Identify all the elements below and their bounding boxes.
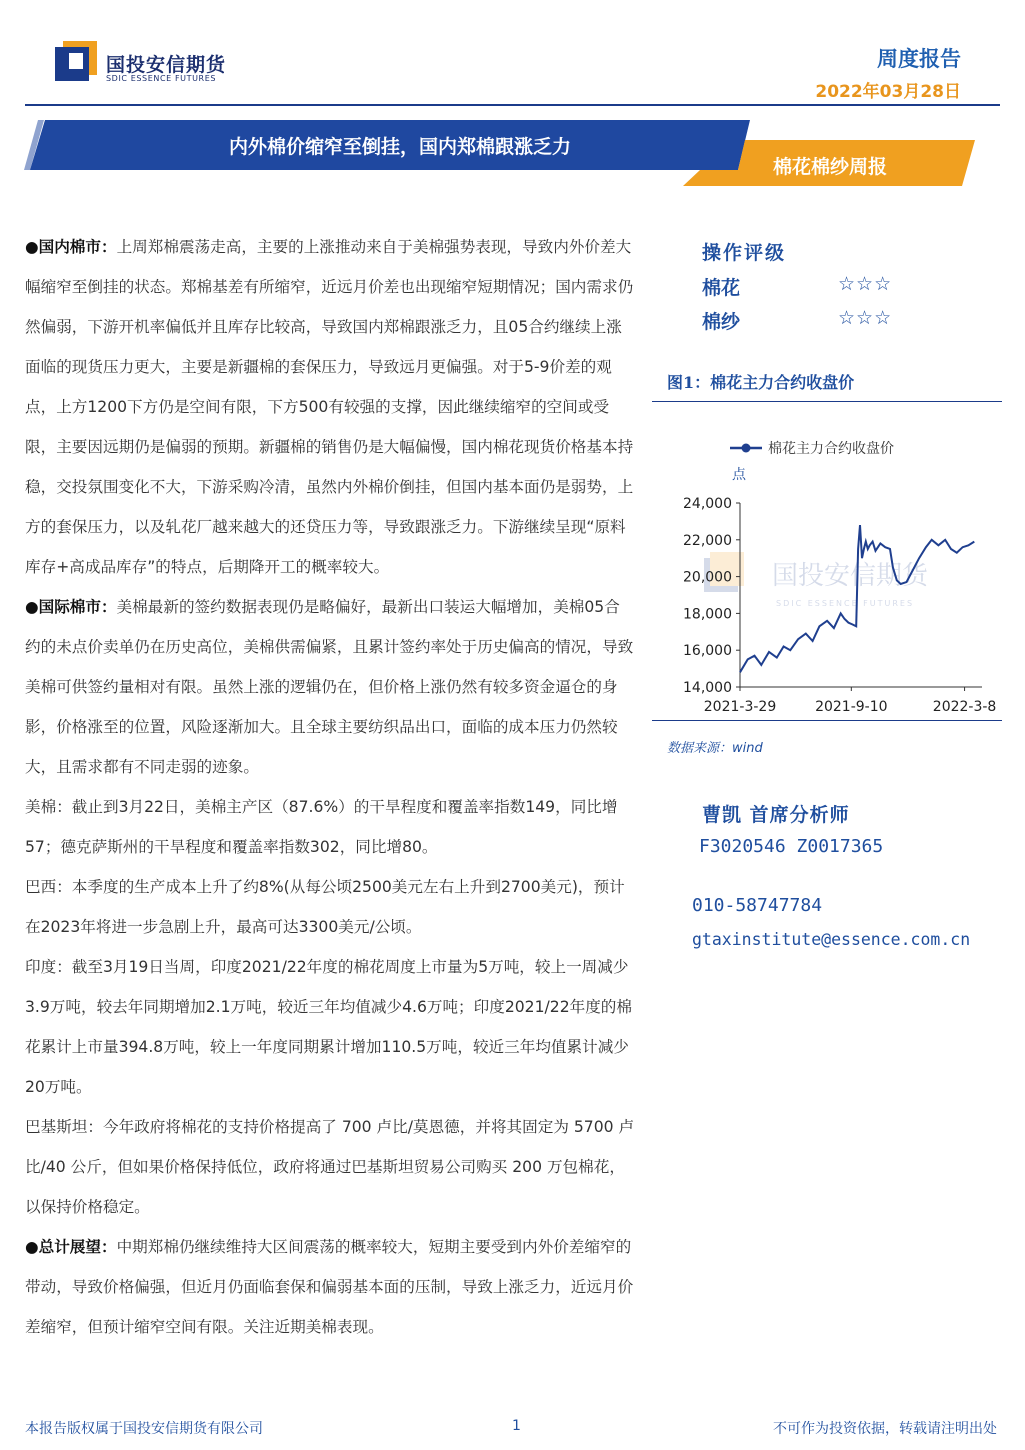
paragraph-pakistan: 巴基斯坦：今年政府将棉花的支持价格提高了 700 卢比/莫恩德，并将其固定为 5700 卢比/40 公斤，但如果价格保持低位，政府将通过巴基斯坦贸易公司购买 200 万包棉花，以保持价格稳定。 xyxy=(25,1118,635,1216)
paragraph-us: 美棉：截止到3月22日，美棉主产区（87.6%）的干旱程度和覆盖率指数149，同比增57；德克萨斯州的干旱程度和覆盖率指数302，同比增80。 xyxy=(25,798,618,856)
section-lead-international: ●国际棉市： xyxy=(25,598,117,616)
page-number: 1 xyxy=(512,1418,521,1434)
rating-stars-cotton: ☆☆☆ xyxy=(838,273,893,295)
rating-name-yarn: 棉纱 xyxy=(702,311,741,333)
report-body xyxy=(25,227,635,1347)
legend-label: 棉花主力合约收盘价 xyxy=(768,441,894,457)
header-divider xyxy=(25,104,1000,106)
x-tick-label: 2022-3-8 xyxy=(932,699,997,715)
report-date: 2022年03月28日 xyxy=(815,82,961,102)
paragraph-text: 中期郑棉仍继续维持大区间震荡的概率较大，短期主要受到内外价差缩窄的带动，导致价格偏强，但近月仍面临套保和偏弱基本面的压制，导致上涨乏力，近远月价差缩窄，但预计缩窄空间有限。关注近期美棉表现。 xyxy=(25,1238,634,1336)
footer-disclaimer: 不可作为投资依据，转载请注明出处 xyxy=(773,1421,997,1437)
rating-title: 操作评级 xyxy=(702,242,787,264)
y-tick-label: 18,000 xyxy=(683,606,732,623)
data-source: 数据来源：wind xyxy=(667,741,763,756)
section-lead-outlook: ●总计展望： xyxy=(25,1238,117,1256)
paragraph-brazil: 巴西：本季度的生产成本上升了约8%(从每公顷2500美元左右上升到2700美元)，预计在2023年将进一步急剧上升，最高可达3300美元/公顷。 xyxy=(25,878,625,936)
paragraph-india: 印度：截至3月19日当周，印度2021/22年度的棉花周度上市量为5万吨，较上一周减少3.9万吨，较去年同期增加2.1万吨，较近三年均值减少4.6万吨；印度2021/22年度的棉花累计上市量394.8万吨，较上一年度同期累计增加110.5万吨，较近三年均值累计减少20万吨。 xyxy=(25,958,632,1096)
y-unit-label: 点 xyxy=(732,467,746,483)
report-category: 棉花棉纱周报 xyxy=(772,156,887,178)
price-chart xyxy=(652,406,1008,718)
analyst-phone: 010-58747784 xyxy=(692,895,823,916)
rating-stars-yarn: ☆☆☆ xyxy=(838,307,893,329)
y-tick-label: 16,000 xyxy=(683,643,732,660)
figure-top-rule xyxy=(652,401,1002,402)
paragraph-text: 美棉最新的签约数据表现仍是略偏好，最新出口装运大幅增加，美棉05合约的未点价卖单仍在历史高位，美棉供需偏紧，且累计签约率处于历史偏高的情况，导致美棉可供签约量相对有限。虽然上涨的逻辑仍在，但价格上涨仍然有较多资金逼仓的身影，价格涨至的位置，风险逐渐加大。且全球主要纺织品出口，面临的成本压力仍然较大，且需求都有不同走弱的迹象。 xyxy=(25,598,634,776)
x-tick-label: 2021-3-29 xyxy=(703,699,777,715)
watermark-text: 国投安信期货 xyxy=(772,561,929,591)
report-title: 内外棉价缩窄至倒挂，国内郑棉跟涨乏力 xyxy=(228,136,571,158)
paragraph-international xyxy=(25,587,635,787)
analyst-name: 曹凯 首席分析师 xyxy=(702,804,850,826)
section-lead-domestic: ●国内棉市： xyxy=(25,238,117,256)
analyst-license: F3020546 Z0017365 xyxy=(699,836,884,857)
chart-legend xyxy=(730,440,894,457)
company-logo-english: SDIC ESSENCE FUTURES xyxy=(106,74,217,83)
x-tick-label: 2021-9-10 xyxy=(815,699,888,715)
y-tick-label: 20,000 xyxy=(683,569,732,586)
footer-copyright: 本报告版权属于国投安信期货有限公司 xyxy=(25,1421,263,1437)
paragraph-outlook xyxy=(25,1227,635,1347)
figure-title: 图1：棉花主力合约收盘价 xyxy=(667,373,855,392)
y-tick-label: 24,000 xyxy=(683,496,732,512)
watermark-text-en: SDIC ESSENCE FUTURES xyxy=(776,599,915,608)
paragraph-domestic xyxy=(25,227,635,587)
company-logo-name: 国投安信期货 xyxy=(106,54,227,76)
y-tick-label: 14,000 xyxy=(683,680,732,696)
figure-bottom-rule xyxy=(652,720,1002,721)
report-type: 周度报告 xyxy=(877,47,961,71)
legend-marker xyxy=(742,444,751,453)
rating-name-cotton: 棉花 xyxy=(702,277,741,299)
logo-icon xyxy=(55,41,97,83)
paragraph-text: 上周郑棉震荡走高，主要的上涨推动来自于美棉强势表现，导致内外价差大幅缩窄至倒挂的状态。郑棉基差有所缩窄，近远月价差也出现缩窄短期情况；国内需求仍然偏弱，下游开机率偏低并且库存比较高，导致国内郑棉跟涨乏力，且05合约继续上涨面临的现货压力更大，主要是新疆棉的套保压力，导致远月更偏强。对于5-9价差的观点，上方1200下方仍是空间有限，下方500有较强的支撑，因此继续缩窄的空间或受限，主要因远期仍是偏弱的预期。新疆棉的销售仍是大幅偏慢，国内棉花现货价格基本持稳，交投氛围变化不大，下游采购冷清，虽然内外棉价倒挂，但国内基本面仍是弱势，上方的套保压力，以及轧花厂越来越大的还贷压力等，导致跟涨乏力。下游继续呈现“原料库存+高成品库存”的特点，后期降开工的概率较大。 xyxy=(25,238,634,576)
analyst-email[interactable]: gtaxinstitute@essence.com.cn xyxy=(692,930,971,949)
y-tick-label: 22,000 xyxy=(683,532,732,549)
